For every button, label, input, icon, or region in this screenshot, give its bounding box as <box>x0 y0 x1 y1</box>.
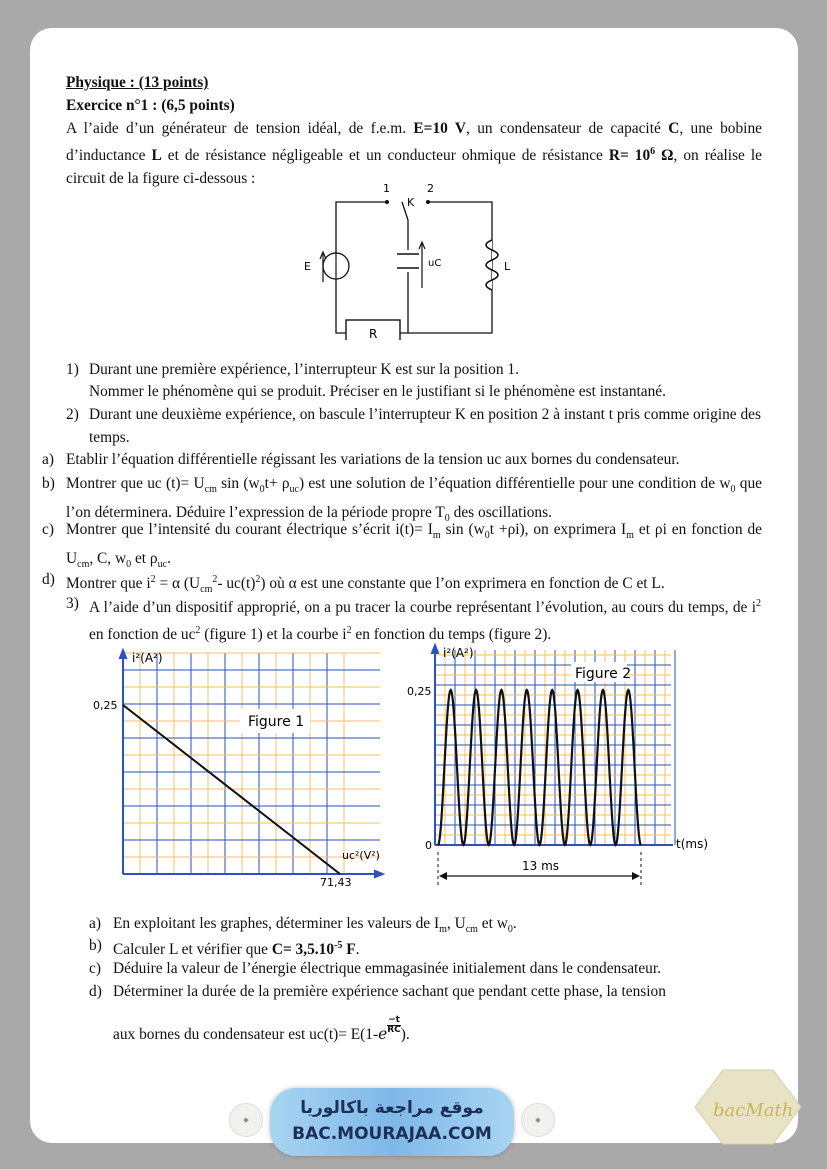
switch-pos1-label: 1 <box>383 182 390 195</box>
generator-label: E <box>304 260 311 273</box>
capacitor-label: uC <box>428 258 442 269</box>
q3c-text: Déduire la valeur de l’énergie électrique emmagasinée initialement dans le condensateur. <box>113 960 661 977</box>
resistor-label: R <box>369 327 378 340</box>
site-banner[interactable] <box>270 1088 514 1156</box>
fig2-duration-label: 13 ms <box>522 859 560 873</box>
q2-text: Durant une deuxième expérience, on bascule l’interrupteur K en position 2 à instant t pris comme origine des temps. <box>89 406 761 446</box>
qb-text: Montrer que uc $(t)= U_{cm}$ $\sin (w_0t+ \rho_{uc})$ est une solution de l’équation différentielle pour une condition de $w_0$ que l’on déterminera. Déduire l’expression de la période propre $T_0$ des oscillations. <box>66 475 762 525</box>
fig2-title: Figure 2 <box>575 666 632 682</box>
fig2-y-tick: 0,25 <box>407 685 432 698</box>
fig2-y-label: i²(A²) <box>443 646 474 660</box>
q3c-number: c) <box>89 960 101 977</box>
qc-text: Montrer que l’intensité du courant électrique s’écrit $i(t)= I_m$ $\sin (w_0t +\rho i)$, on exprimera $I_m$ et ρi en fonction de $U_{cm}$, C, $w_0$ et $\rho_{uc}$. <box>66 521 762 571</box>
fig1-x-tick: 71,43 <box>320 876 352 889</box>
q3a-number: a) <box>89 915 101 932</box>
figure-2-chart <box>405 640 715 890</box>
q1-line2: Nommer le phénomène qui se produit. Préciser en le justifiant si le phénomène est instantané. <box>89 383 666 400</box>
qa-text: Etablir l’équation différentielle régissant les variations de la tension uc aux bornes du condensateur. <box>66 451 680 468</box>
coil-label: L <box>504 260 510 273</box>
site-arabic-name: موقع مراجعة باكالوريا <box>300 1098 484 1118</box>
q3b-text: Calculer L et vérifier que $C= 3,5.10^{-5}$ F. <box>113 940 360 959</box>
bacmath-logo-icon <box>693 1068 803 1146</box>
fig1-x-label: uc²(V²) <box>342 849 380 862</box>
fig2-origin-tick: 0 <box>425 839 432 852</box>
qb-number: b) <box>42 475 55 492</box>
section-title: Physique : (13 points) <box>66 74 209 91</box>
q2-number: 2) <box>66 406 79 423</box>
qd-text: Montrer que $i^2 = \alpha$ ($U_{cm}^2-$ $uc(t)^2$) où α est une constante que l’on exprimera en fonction de C et L. <box>66 574 665 596</box>
circuit-diagram <box>290 170 510 340</box>
fig1-y-label: i²(A²) <box>132 651 163 665</box>
footer-right-logo-icon: ◆ <box>521 1103 555 1137</box>
q3a-text: En exploitant les graphes, déterminer les valeurs de $I_m$, $U_{cm}$ et $w_0$. <box>113 915 517 936</box>
q3-text: A l’aide d’un dispositif approprié, on a pu tracer la courbe représentant l’évolution, au cours du temps, de $i^2$ en fonction de $uc^2$ (figure 1) et la courbe $i^2$ en fonction du temps (figure 2). <box>89 598 761 644</box>
bacmath-logo-text: bacMath <box>713 1100 794 1121</box>
coil-symbol <box>486 240 498 290</box>
site-url[interactable]: BAC.MOURAJAA.COM <box>292 1124 492 1144</box>
qd-number: d) <box>42 571 55 588</box>
q3-number: 3) <box>66 595 79 612</box>
fig2-x-label: t(ms) <box>676 837 709 851</box>
footer-left-logo-icon: ◆ <box>229 1103 263 1137</box>
qc-number: c) <box>42 521 54 538</box>
figure-1-chart <box>90 645 390 890</box>
q3d-line1: Déterminer la durée de la première expérience sachant que pendant cette phase, la tension <box>113 983 666 1000</box>
q3b-number: b) <box>89 937 102 954</box>
q3d-number: d) <box>89 983 102 1000</box>
fig1-title: Figure 1 <box>248 714 305 730</box>
q1-number: 1) <box>66 361 79 378</box>
switch-label: K <box>407 196 415 209</box>
intro-paragraph: A l’aide d’un générateur de tension idéal, de f.e.m. E=10 V, un condensateur de capacité C, une bobine d’inductance L et de résistance négligeable et un conducteur ohmique de résistance $R= 10^6$ Ω, on réalise le circuit de la figure ci-dessous : <box>66 120 762 188</box>
q1-line1: Durant une première expérience, l’interrupteur K est sur la position 1. <box>89 361 519 378</box>
switch-pos2-label: 2 <box>427 182 434 195</box>
q3d-line2: aux bornes du condensateur est uc(t)= E(1-e $\frac{-t}{RC}$ ). <box>113 1015 410 1043</box>
fig2-data-curve <box>438 690 641 845</box>
qa-number: a) <box>42 451 54 468</box>
fig1-y-tick: 0,25 <box>93 699 118 712</box>
exercise-title: Exercice n°1 : (6,5 points) <box>66 97 235 114</box>
